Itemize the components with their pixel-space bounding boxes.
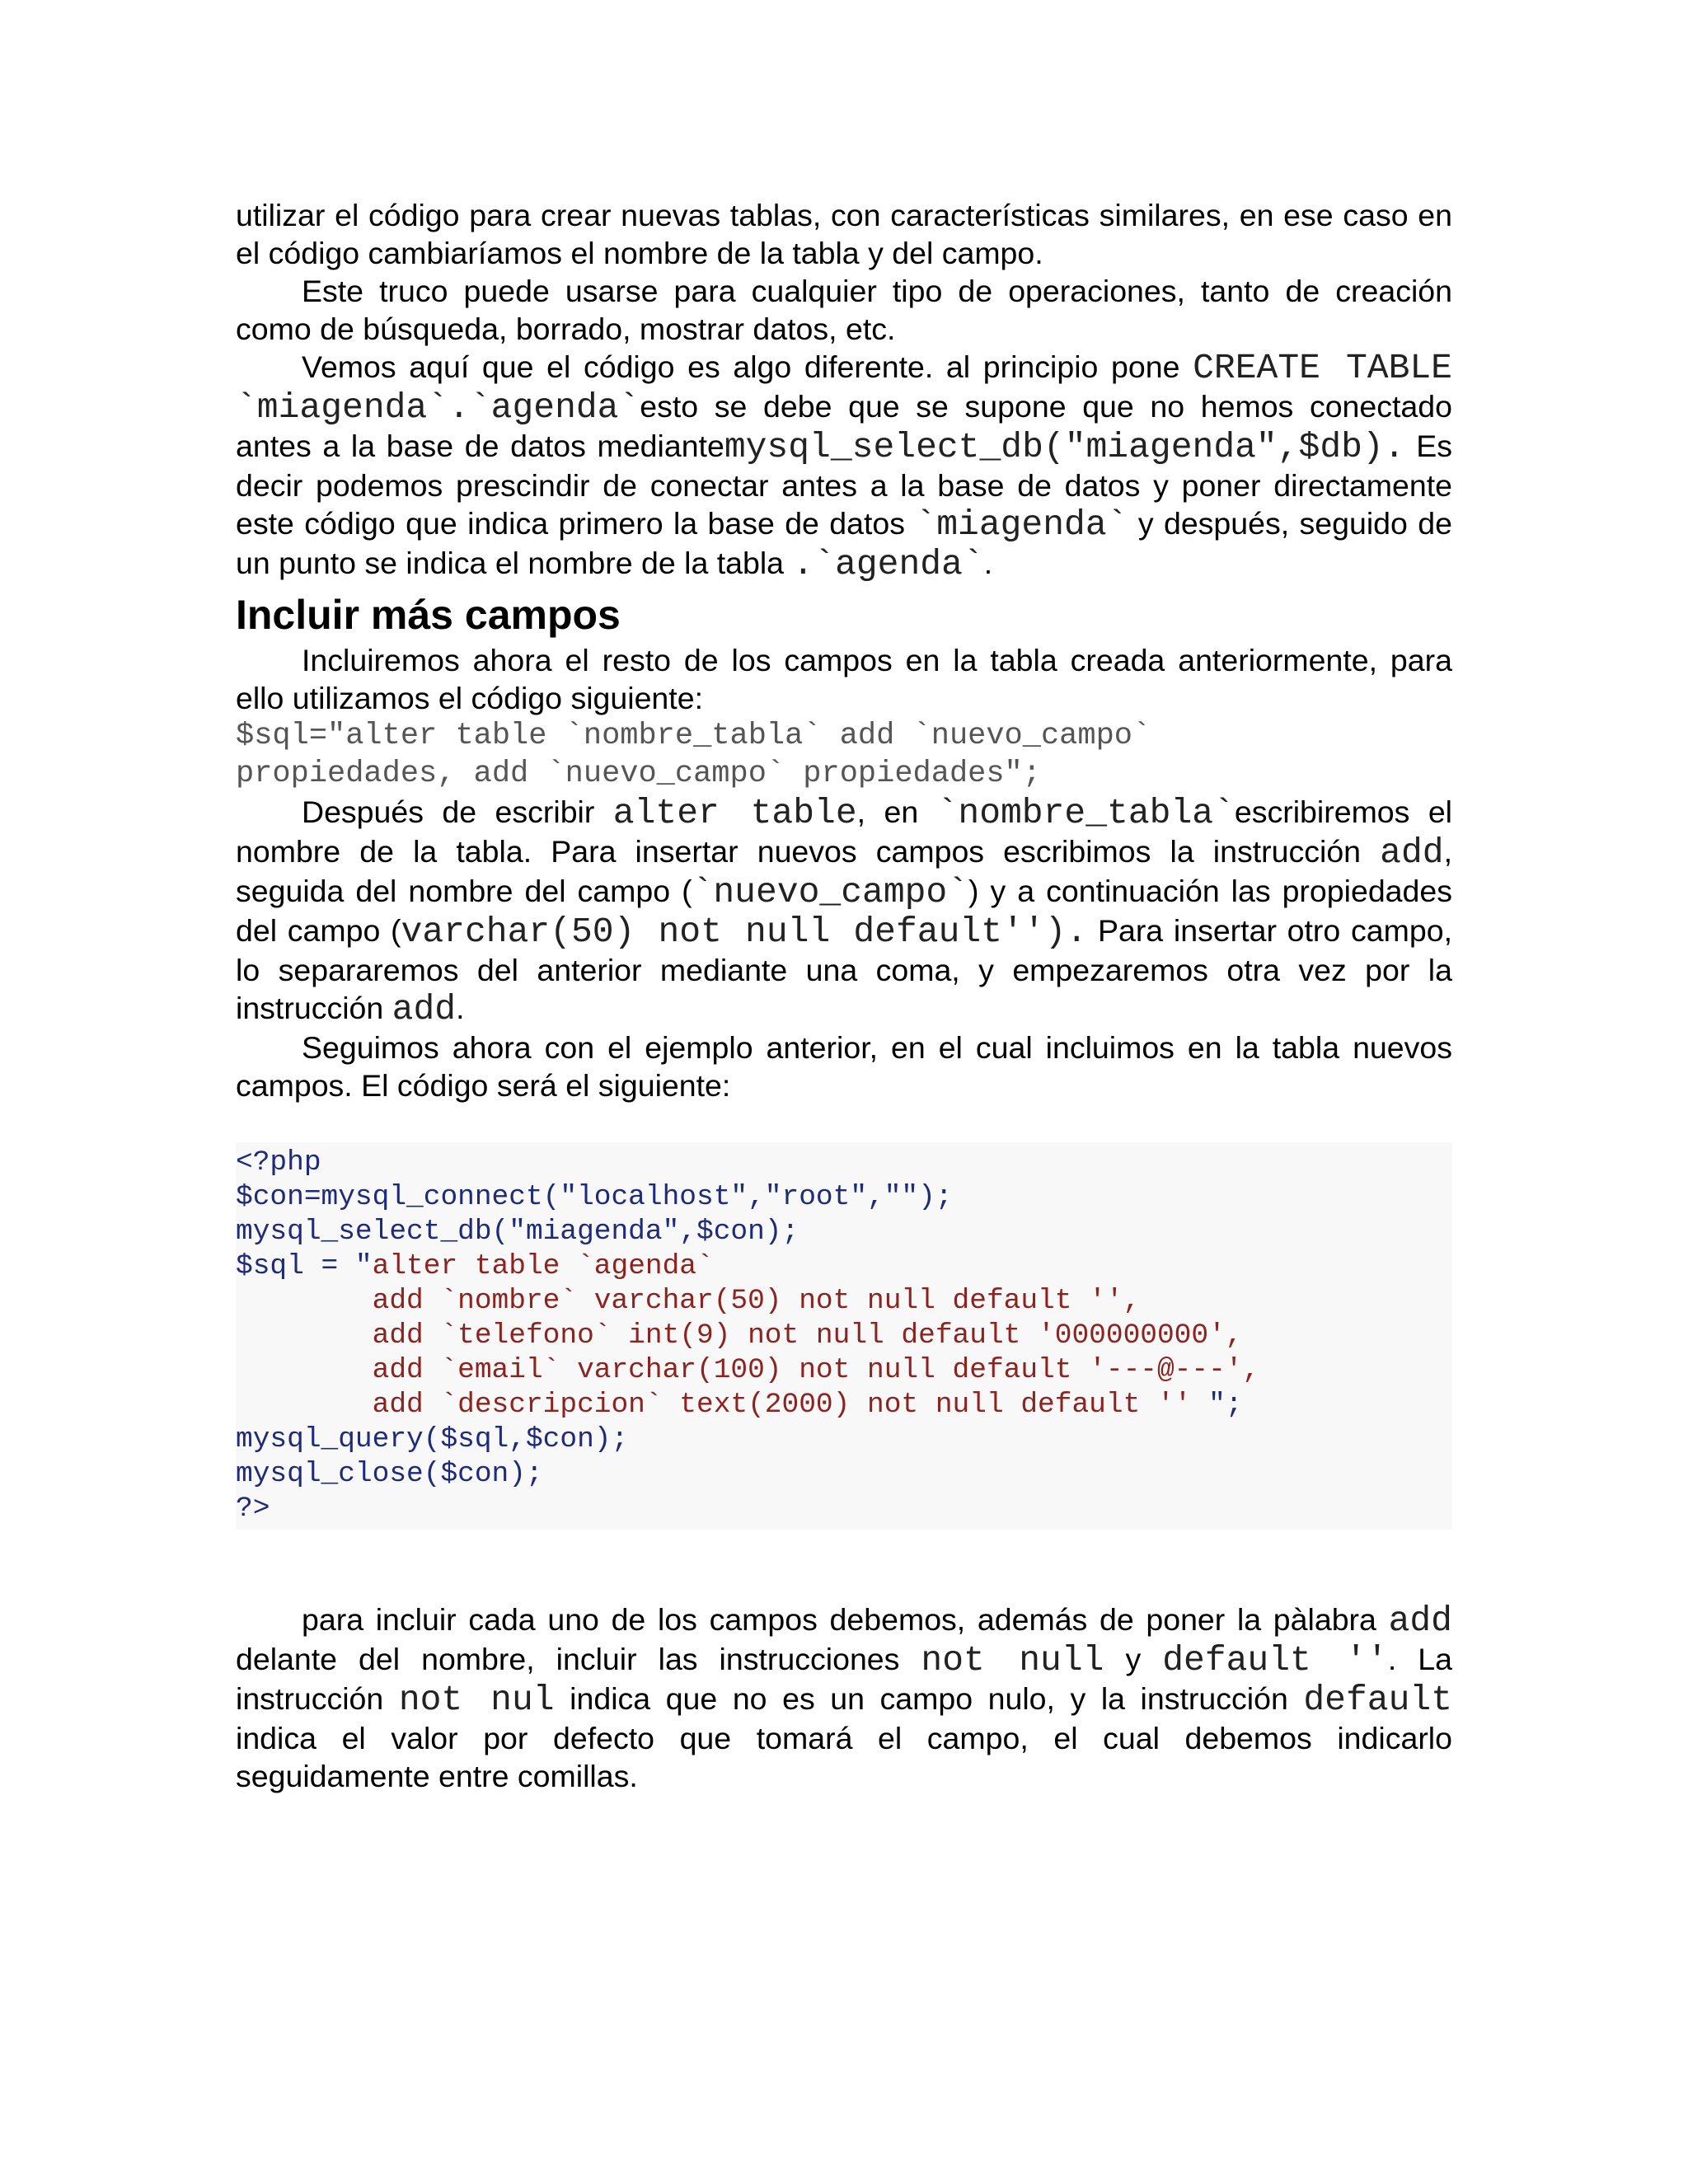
code-line: mysql_query($sql,$con); [236, 1423, 629, 1455]
inline-code-nombre-tabla: `nombre_tabla` [936, 793, 1235, 833]
text-span: Para insertar otro campo, lo separaremos del anterior mediante una coma, y empezaremos otra vez por la instrucción [236, 913, 1452, 1025]
paragraph-seguimos: Seguimos ahora con el ejemplo anterior, en el cual incluimos en la tabla nuevos campos. El código será el siguiente: [236, 1030, 1452, 1103]
code-line: <?php [236, 1146, 321, 1179]
paragraph-incluiremos: Incluiremos ahora el resto de los campos en la tabla creada anteriormente, para ello utilizamos el código siguiente: [236, 643, 1452, 715]
inline-code-add-2: add [392, 989, 457, 1029]
code-line: add `email` varchar(100) not null default '---@---', [236, 1354, 1260, 1386]
text-span: , seguida del nombre del campo ( [236, 834, 1452, 908]
text-span: . [983, 546, 993, 580]
paragraph-para-incluir [236, 1601, 1452, 1795]
sql-snippet-line-1: $sql="alter table `nombre_tabla` add `nuevo_campo` [236, 719, 1151, 753]
text-span: para incluir cada uno de los campos debemos, además de poner la pàlabra [302, 1602, 1389, 1637]
sql-snippet-line-2: propiedades, add `nuevo_campo` propiedades"; [236, 757, 1041, 791]
inline-code-default-2: default [1303, 1680, 1453, 1720]
text-span: escribiremos el nombre de la tabla. Para insertar nuevos campos escribimos la instrucción [236, 794, 1453, 869]
code-line: add `telefono` int(9) not null default '000000000', [236, 1319, 1243, 1352]
paragraph-alter-table [236, 793, 1452, 1029]
inline-code-default: default '' [1162, 1640, 1388, 1680]
text-span: y [1104, 1642, 1163, 1676]
paragraph-truco: Este truco puede usarse para cualquier tipo de operaciones, tanto de creación como de búsqueda, borrado, mostrar datos, etc. [236, 274, 1452, 346]
code-token: alter table `agenda` [372, 1250, 714, 1282]
text-span: ) y a continuación las propiedades del campo ( [236, 874, 1452, 948]
inline-code-not-nul: not nul [398, 1680, 555, 1720]
inline-code-varchar: varchar(50) not null default''). [401, 912, 1088, 952]
inline-code-not-null: not null [921, 1640, 1104, 1680]
inline-code-miagenda: `miagenda` [915, 504, 1128, 545]
code-line: mysql_select_db("miagenda",$con); [236, 1216, 799, 1248]
text-span: Es decir podemos prescindir de conectar antes a la base de datos y poner directamente este código que indica primero la base de datos [236, 429, 1452, 541]
code-line: $con=mysql_connect("localhost","root",""); [236, 1181, 953, 1213]
text-span: indica que no es un campo nulo, y la instrucción [554, 1681, 1304, 1716]
text-span: . La instrucción [236, 1642, 1452, 1716]
code-line [236, 1249, 1452, 1284]
code-token: add `descripcion` text(2000) not null default '' [236, 1389, 1209, 1421]
code-line: ?> [236, 1493, 270, 1525]
section-heading: Incluir más campos [236, 592, 621, 638]
text-span: Vemos aquí que el código es algo diferente. al principio pone [302, 349, 1193, 384]
inline-code-add: add [1388, 1601, 1452, 1641]
inline-code-nuevo-campo: `nuevo_campo` [692, 872, 969, 912]
text-span: indica el valor por defecto que tomará el campo, el cual debemos indicarlo seguidamente entre comillas. [236, 1721, 1452, 1793]
text-span: . [456, 991, 465, 1025]
text-span: delante del nombre, incluir las instrucciones [236, 1642, 921, 1676]
code-token: $sql = " [236, 1250, 373, 1282]
paragraph-create-table [236, 348, 1452, 583]
paragraph-intro: utilizar el código para crear nuevas tablas, con características similares, en ese caso en el código cambiaríamos el nombre de la tabla y del campo. [236, 198, 1452, 270]
inline-code-add: add [1380, 832, 1444, 873]
inline-code-agenda: .`agenda` [792, 544, 984, 584]
inline-code-create-table: CREATE TABLE `miagenda`.`agenda` [236, 348, 1452, 428]
code-token: "; [1208, 1389, 1243, 1421]
php-code-block [236, 1142, 1452, 1530]
inline-code-select-db: mysql_select_db("miagenda",$db). [724, 427, 1405, 467]
code-line: add `nombre` varchar(50) not null default '', [236, 1285, 1141, 1317]
text-span: esto se debe que se supone que no hemos conectado antes a la base de datos mediante [236, 389, 1452, 463]
inline-code-alter-table: alter table [612, 793, 857, 833]
text-span: Después de escribir [302, 794, 613, 829]
text-span: , en [856, 794, 937, 829]
code-line [236, 1388, 1452, 1422]
code-line: mysql_close($con); [236, 1458, 543, 1490]
text-span: y después, seguido de un punto se indica el nombre de la tabla [236, 506, 1452, 580]
